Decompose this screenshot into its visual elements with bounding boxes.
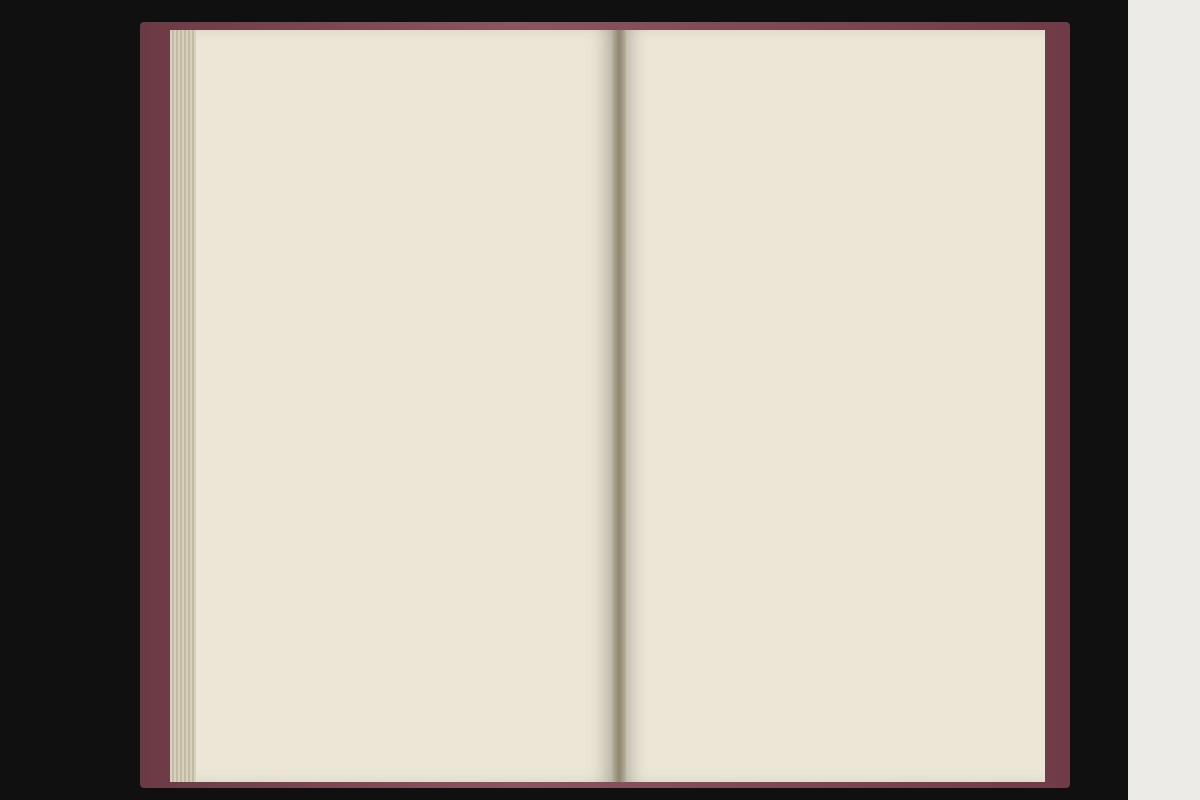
book-gutter	[612, 30, 626, 782]
right-page	[620, 30, 1045, 782]
measurement-ruler	[1128, 0, 1200, 800]
left-page	[196, 30, 616, 782]
